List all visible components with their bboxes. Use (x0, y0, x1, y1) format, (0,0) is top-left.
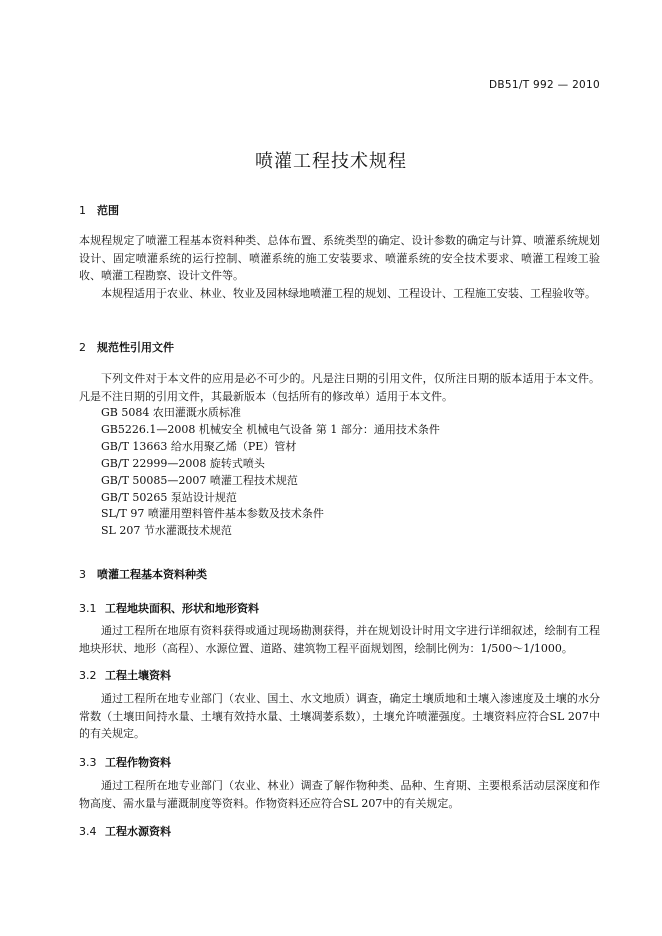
paragraph: 本规程适用于农业、林业、牧业及园林绿地喷灌工程的规划、工程设计、工程施工安装、工程验收等。 (101, 287, 596, 300)
section-title: 规范性引用文件 (97, 341, 174, 354)
subsection-number: 3.4 (79, 825, 97, 838)
section-number: 1 (79, 204, 86, 217)
paragraph: 下列文件对于本文件的应用是必不可少的。凡是注日期的引用文件，仅所注日期的版本适用于本文件。凡是不注日期的引用文件，其最新版本（包括所有的修改单）适用于本文件。 (79, 372, 600, 403)
reference-item: GB 5084 农田灌溉水质标准 (101, 406, 241, 419)
subsection-number: 3.3 (79, 756, 97, 769)
document-title: 喷灌工程技术规程 (255, 151, 407, 172)
reference-item: GB/T 50085—2007 喷灌工程技术规范 (101, 473, 298, 487)
section-title: 范围 (97, 204, 119, 217)
reference-item: GB/T 22999—2008 旋转式喷头 (101, 456, 265, 470)
subsection-title: 工程水源资料 (105, 825, 171, 838)
section-heading (79, 202, 119, 218)
section-heading (79, 566, 207, 582)
subsection-number: 3.1 (79, 602, 97, 615)
subsection-title: 工程土壤资料 (105, 669, 171, 682)
paragraph: 通过工程所在地原有资料获得或通过现场勘测获得，并在规划设计时用文字进行详细叙述，绘制有工程地块形状、地形（高程）、水源位置、道路、建筑物工程平面规划图，绘制比例为：1/500～1/1000。 (79, 624, 600, 655)
subsection-heading (79, 754, 171, 770)
paragraph: 通过工程所在地专业部门（农业、国土、水文地质）调查，确定土壤质地和土壤入渗速度及土壤的水分常数（土壤田间持水量、土壤有效持水量、土壤凋萎系数），土壤允许喷灌强度。土壤资料应符合SL 207中的有关规定。 (79, 692, 600, 741)
reference-item: GB/T 13663 给水用聚乙烯（PE）管材 (101, 439, 297, 453)
section-number: 3 (79, 568, 86, 581)
subsection-title: 工程作物资料 (105, 756, 171, 769)
subsection-heading (79, 600, 259, 616)
reference-list (101, 405, 440, 540)
paragraph: 通过工程所在地专业部门（农业、林业）调查了解作物种类、品种、生育期、主要根系活动层深度和作物高度、需水量与灌溉制度等资料。作物资料还应符合SL 207中的有关规定。 (79, 779, 600, 810)
section-heading (79, 339, 174, 355)
paragraph: 本规程规定了喷灌工程基本资料种类、总体布置、系统类型的确定、设计参数的确定与计算、喷灌系统规划设计、固定喷灌系统的运行控制、喷灌系统的施工安装要求、喷灌系统的安全技术要求、喷灌工程竣工验收、喷灌工程勘察、设计文件等。 (79, 234, 600, 283)
reference-item: GB/T 50265 泵站设计规范 (101, 490, 237, 504)
standard-code: DB51/T 992 — 2010 (489, 79, 600, 91)
subsection-heading (79, 823, 171, 839)
section-number: 2 (79, 341, 86, 354)
subsection-heading (79, 667, 171, 683)
reference-item: SL 207 节水灌溉技术规范 (101, 524, 232, 538)
subsection-title: 工程地块面积、形状和地形资料 (105, 602, 259, 615)
section-title: 喷灌工程基本资料种类 (97, 568, 207, 581)
subsection-number: 3.2 (79, 669, 97, 682)
reference-item: SL/T 97 喷灌用塑料管件基本参数及技术条件 (101, 507, 324, 521)
reference-item: GB5226.1—2008 机械安全 机械电气设备 第 1 部分：通用技术条件 (101, 422, 440, 436)
